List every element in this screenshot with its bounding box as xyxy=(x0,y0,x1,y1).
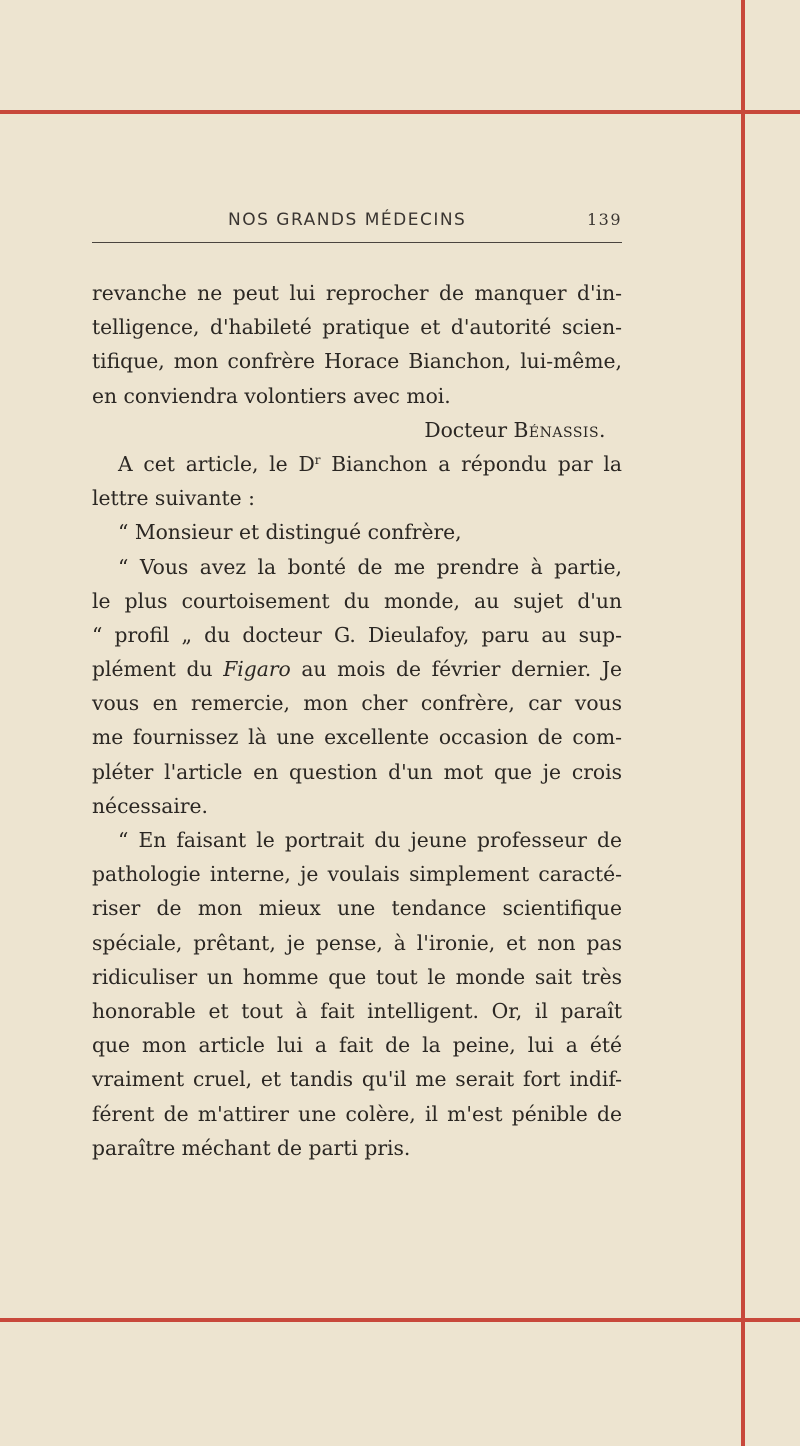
header-divider xyxy=(92,242,622,243)
text-line: férent de m'attirer une colère, il m'est pénible de xyxy=(92,1101,622,1126)
text-line: nécessaire. xyxy=(92,793,208,818)
signature xyxy=(92,413,622,447)
paragraph-2 xyxy=(92,447,622,515)
superscript: r xyxy=(314,452,321,467)
text-segment: Bianchon a répondu par la xyxy=(320,451,622,476)
text-segment: au mois de février dernier. Je xyxy=(290,657,622,682)
text-line: me fournissez là une excellente occasion de com- xyxy=(92,725,622,750)
paragraph-4 xyxy=(92,550,622,824)
paragraph-5 xyxy=(92,823,622,1165)
text-line: ridiculiser un homme que tout le monde sait très xyxy=(92,964,622,989)
text-line: paraître méchant de parti pris. xyxy=(92,1135,411,1160)
text-line xyxy=(92,652,622,686)
text-line: “ profil „ du docteur G. Dieulafoy, paru au sup- xyxy=(92,622,622,647)
text-line: tifique, mon confrère Horace Bianchon, lui-même, xyxy=(92,349,622,374)
bottom-red-rule xyxy=(0,1318,800,1322)
text-line: vous en remercie, mon cher confrère, car vous xyxy=(92,691,622,716)
text-line: “ En faisant le portrait du jeune professeur de xyxy=(118,828,622,852)
text-line: vraiment cruel, et tandis qu'il me serait fort indif- xyxy=(92,1067,622,1092)
paragraph-3 xyxy=(92,515,622,549)
text-line: que mon article lui a fait de la peine, lui a été xyxy=(92,1033,622,1058)
body-text xyxy=(92,276,622,1165)
newspaper-title: Figaro xyxy=(223,657,291,682)
top-red-rule xyxy=(0,110,800,114)
text-line: telligence, d'habileté pratique et d'autorité scien- xyxy=(92,315,622,340)
text-segment: A cet article, le D xyxy=(118,451,315,476)
text-line: revanche ne peut lui reprocher de manquer d'in- xyxy=(92,281,622,305)
signature-name: Bénassis. xyxy=(513,417,606,442)
page-number: 139 xyxy=(586,210,622,229)
right-red-rule xyxy=(741,0,745,1446)
salutation: “ Monsieur et distingué confrère, xyxy=(118,520,462,545)
text-line: pléter l'article en question d'un mot que je crois xyxy=(92,759,622,784)
running-header xyxy=(92,208,622,234)
text-line: “ Vous avez la bonté de me prendre à partie, xyxy=(118,554,622,579)
text-segment: plément du xyxy=(92,657,224,682)
running-title: NOS GRANDS MÉDECINS xyxy=(228,210,467,230)
signature-prefix: Docteur xyxy=(424,417,514,442)
text-line: le plus courtoisement du monde, au sujet d'un xyxy=(92,588,622,613)
text-line: riser de mon mieux une tendance scientifique xyxy=(92,896,622,921)
text-line: pathologie interne, je voulais simplement caracté- xyxy=(92,862,622,887)
text-line xyxy=(92,447,622,481)
text-line: lettre suivante : xyxy=(92,486,255,511)
text-line: honorable et tout à fait intelligent. Or, il paraît xyxy=(92,998,622,1023)
text-line: en conviendra volontiers avec moi. xyxy=(92,383,451,408)
paragraph-1 xyxy=(92,276,622,413)
text-line: spéciale, prêtant, je pense, à l'ironie, et non pas xyxy=(92,930,622,955)
